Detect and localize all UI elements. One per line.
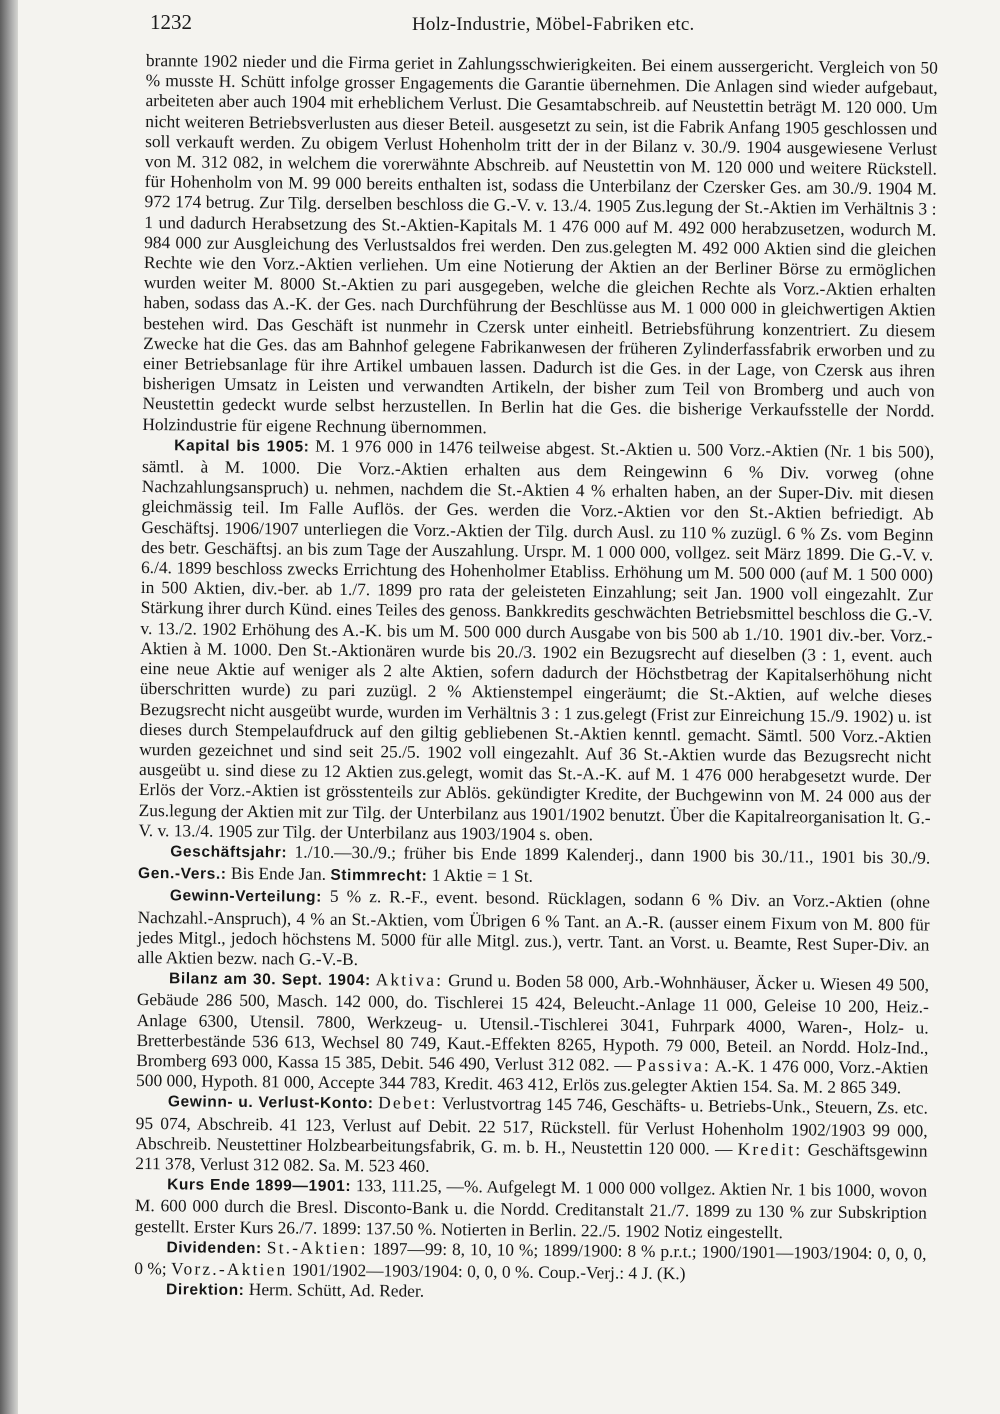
section-geschaeftsjahr: [138, 840, 930, 892]
section-gewinnverteilung: [137, 884, 930, 974]
bilanz-aktiva-text: Grund u. Boden 58 000, Arb.-Wohnhäuser, Äcker u. Wiesen 49 500, Gebäude 286 500, Masch. 142 000, do. Tischlerei 15 424, Beleucht.-Anlage 11 000, Geleise 10 200, Heiz.-Anlage 6300, Utensil. 7800, Werkzeug- u. Utensil.-Tischlerei 3041, Fuhrpark 4000, Waren-, Holz- u. Bretterbestände 536 613, Wechsel 80 749, Kaut.-Effekten 8265, Hypoth. 79 000, Beteil. an Nordd. Holz-Ind., Bromberg 693 000, Kassa 15 385, Debit. 546 490, Verlust 312 082. —: [136, 970, 930, 1075]
paragraph-history: brannte 1902 nieder und die Firma geriet in Zahlungsschwierigkeiten. Bei einem aussergericht. Vergleich von 50 % musste H. Schütt infolge grosser Engagements die Garantie übernehmen. Die Anlagen sind wieder aufgebaut, arbeiteten aber auch 1904 mit erheblichem Verlust. Die Gesamtabschreib. auf Neustettin beträgt M. 120 000. Um nicht weiteren Betriebsverlusten aus dieser Beteil. ausgesetzt zu sein, ist die Fabrik Anfang 1905 geschlossen und soll verkauft werden. Zu obigem Verlust Hohenholm tritt der in der Bilanz v. 30./9. 1904 ausgewiesene Verlust von M. 312 082, in welchem die vorerwähnte Abschreib. auf Neustettin von M. 120 000 und weitere Rückstell. für Hohenholm von M. 99 000 bereits enthalten ist, sodass die Unterbilanz der Czersker Ges. am 30./9. 1904 M. 972 174 betrug. Zur Tilg. derselben beschloss die G.-V. v. 13./4. 1905 Zus.legung der St.-Aktien im Verhältnis 3 : 1 und dadurch Herabsetzung des St.-Aktien-Kapitals M. 1 476 000 auf M. 492 000 herabzusetzen, wodurch M. 984 000 zur Ausgleichung des Verlustsaldos frei werden. Den zus.gelegten M. 492 000 Aktien sind die gleichen Rechte wie den Vorz.-Aktien verliehen. Um eine Notierung der Aktien an der Berliner Börse zu ermöglichen wurden weiter M. 8000 St.-Aktien zu pari ausgegeben, welche die gleichen Rechte als Vorz.-Aktien erhalten haben, sodass das A.-K. der Ges. nach Durchführung der Beschlüsse aus M. 1 000 000 in gleichwertigen Aktien bestehen wird. Das Geschäft ist nunmehr in Czersk unter einheitl. Betriebsführung konzentriert. Zu diesem Zwecke hat die Ges. das am Bahnhof gelegene Fabrikanwesen der früheren Zylinderfassfabrik erworben und zu einer Betriebsanlage für ihre Artikel umbauen lassen. Dadurch ist die Ges. in der Lage, von Czersk aus ihren bisherigen Umsatz in Leisten und verwandten Artikeln, der bisher zum Teil von Bromberg und auch von Neustettin gedeckt wurde selbst herzustellen. In Berlin hat die Ges. die bisherige Verkaufsstelle der Nordd. Holzindustrie für eigene Rechnung übernommen.: [142, 50, 938, 437]
guv-label: Gewinn- u. Verlust-Konto:: [167, 1093, 374, 1113]
body-text: [134, 50, 938, 1308]
direktion-text: Herm. Schütt, Ad. Reder.: [248, 1279, 425, 1301]
guv-kredit-text: Geschäftsgewinn 211 378, Verlust 312 082. Sa. M. 523 460.: [135, 1139, 928, 1176]
page-header: [150, 10, 730, 40]
guv-debet-text: Verlustvortrag 145 746, Geschäfts- u. Betriebs-Unk., Steuern, Zs. etc. 95 074, Abschreib. 41 123, Verlust auf Debit. 22 517, Rückstell. für Verlust Hohenholm 1902/1903 99 000, Abschreib. Neustettiner Holzbearbeitungsfabrik, G. m. b. H., Neustettin 120 000. —: [135, 1093, 928, 1159]
stimmrecht-label: Stimmrecht:: [330, 866, 428, 885]
dividenden-st-text: 1897—99: 8, 10, 10 %; 1899/1900: 8 % p.r.t.; 1900/1901—1903/1904: 0, 0, 0, 0 %;: [134, 1238, 927, 1279]
section-kurs: [135, 1173, 928, 1243]
section-gewinn-verlust: [135, 1090, 928, 1180]
bilanz-aktiva-label: Aktiva:: [375, 969, 444, 991]
guv-debet-label: Debet:: [378, 1092, 438, 1114]
bilanz-passiva-text: A.-K. 1 476 000, Vorz.-Aktien 500 000, Hypoth. 81 000, Accepte 344 783, Kredit. 463 412, Erlös zus.gelegter Aktien 154. Sa. M. 2 865 349.: [136, 1055, 929, 1098]
gewinnverteilung-label: Gewinn-Verteilung:: [169, 887, 323, 907]
kapital-text: M. 1 976 000 in 1476 teilweise abgest. St.-Aktien u. 500 Vorz.-Aktien (Nr. 1 bis 500), sämtl. à M. 1000. Die Vorz.-Aktien erhalten aus dem Reingewinn 6 % Div. vorweg (ohne Nachzahlungsanspruch) u. nehmen, nachdem die St.-Aktien 4 % erhalten haben, an der Super-Div. mit diesen gleichmässig teil. Im Falle Auflös. der Ges. werden die Vorz.-Aktien vor den St.-Aktien befriedigt. Ab Geschäftsj. 1906/1907 unterliegen die Vorz.-Aktien der Tilg. durch Ausl. zu 110 % zuzügl. 6 % Zs. vom Beginn des betr. Geschäftsj. an bis zum Tage der Auszahlung. Urspr. M. 1 000 000, vollgez. seit März 1899. Die G.-V. v. 6./4. 1899 beschloss zwecks Errichtung des Hohenholmer Etabliss. Erhöhung um M. 500 000 (auf M. 1 500 000) in 500 Aktien, div.-ber. ab 1./7. 1899 pro rata der geleisteten Einzahlung; seit Jan. 1900 voll eingezahlt. Zur Stärkung ihrer durch Künd. eines Teiles des genoss. Bankkredits geschwächten Betriebsmittel beschloss die G.-V. v. 13./2. 1902 Erhöhung des A.-K. bis um M. 500 000 durch Ausgabe von bis 500 ab 1./10. 1901 div.-ber. Vorz.-Aktien à M. 1000. Den St.-Aktionären wurde bis 20./3. 1902 ein Bezugsrecht auf dieselben (3 : 1, event. auch eine neue Aktie auf weniger als 2 alte Aktien, sofern dadurch der Höchstbetrag der Kapitalserhöhung nicht überschritten wurde) zu pari zuzügl. 2 % Aktienstempel eingeräumt; die St.-Aktien, auf welche dieses Bezugsrecht nicht ausgeübt wurde, wurden im Verhältnis 3 : 1 zus.gelegt (Frist zur Einreichung 15./9. 1902) u. ist dieses durch Stempelaufdruck auf den giltig gebliebenen St.-Aktien kenntl. gemacht. Sämtl. 500 Vorz.-Aktien wurden gezeichnet und sind seit 25./5. 1902 voll eingezahlt. Auf 36 St.-Aktien wurde das Bezugsrecht nicht ausgeübt u. sind diese zu 12 Aktien zus.gelegt, womit das St.-A.-K. auf M. 1 476 000 herabgesetzt wurde. Der Erlös der Vorz.-Aktien ist grösstenteils zur Ablös. gekündigter Kredite, der Buchgewinn von M. 24 000 aus der Zus.legung der Aktien mit zur Tilg. der Unterbilanz aus 1901/1902 benutzt. Über die Kapitalreorganisation lt. G.-V. v. 13./4. 1905 zur Tilg. der Unterbilanz aus 1903/1904 s. oben.: [138, 435, 935, 845]
geschaeftsjahr-label: Geschäftsjahr:: [170, 843, 288, 862]
kurs-label: Kurs Ende 1899—1901:: [167, 1176, 352, 1196]
section-kapital: [138, 434, 934, 848]
direktion-label: Direktion:: [166, 1281, 245, 1300]
page-number: 1232: [150, 10, 192, 34]
section-bilanz: [136, 967, 929, 1098]
bilanz-label: Bilanz am 30. Sept. 1904:: [169, 970, 371, 990]
bilanz-passiva-label: Passiva:: [636, 1054, 712, 1076]
running-head: Holz-Industrie, Möbel-Fabriken etc.: [412, 14, 695, 35]
dividenden-vorz-text: 1901/1902—1903/1904: 0, 0, 0 %. Coup.-Verj.: 4 J. (K.): [291, 1259, 686, 1284]
kurs-text: 133, 111.25, —%. Aufgelegt M. 1 000 000 vollgez. Aktien Nr. 1 bis 1000, wovon M. 600 000 durch die Bresl. Disconto-Bank u. die Nordd. Creditanstalt 21./7. 1899 zu 130 % zur Subskription gestellt. Erster Kurs 26./7. 1899: 137.50 %. Notierten in Berlin. 22./5. 1902 Notiz eingestellt.: [134, 1175, 928, 1242]
dividenden-vorz-label: Vorz.-Aktien: [170, 1258, 288, 1280]
genvers-text: Bis Ende Jan.: [230, 862, 327, 884]
geschaeftsjahr-text: 1./10.—30./9.; früher bis Ende 1899 Kalenderj., dann 1900 bis 30./11., 1901 bis 30./9.: [294, 841, 931, 868]
dividenden-st-label: St.-Aktien:: [266, 1236, 368, 1258]
book-gutter-edge: [0, 0, 18, 1414]
guv-kredit-label: Kredit:: [737, 1138, 803, 1160]
stimmrecht-text: 1 Aktie = 1 St.: [431, 864, 534, 886]
gewinnverteilung-text: 5 % z. R.-F., event. besond. Rücklagen, sodann 6 % Div. an Vorz.-Aktien (ohne Nachzahl.-Anspruch), 4 % an St.-Aktien, vom Übrigen 6 % Tant. an A.-R. (ausser einem Fixum von M. 800 für jedes Mitgl., jedoch höchstens M. 5000 für alle Mitgl. zus.), vertr. Tant. an Vorst. u. Beamte, Rest Super-Div. an alle Aktien bezw. nach G.-V.-B.: [137, 886, 930, 970]
dividenden-label: Dividenden:: [166, 1239, 262, 1257]
genvers-label: Gen.-Vers.:: [138, 865, 227, 883]
section-dividenden: [134, 1236, 926, 1286]
kapital-label: Kapital bis 1905:: [174, 437, 310, 456]
